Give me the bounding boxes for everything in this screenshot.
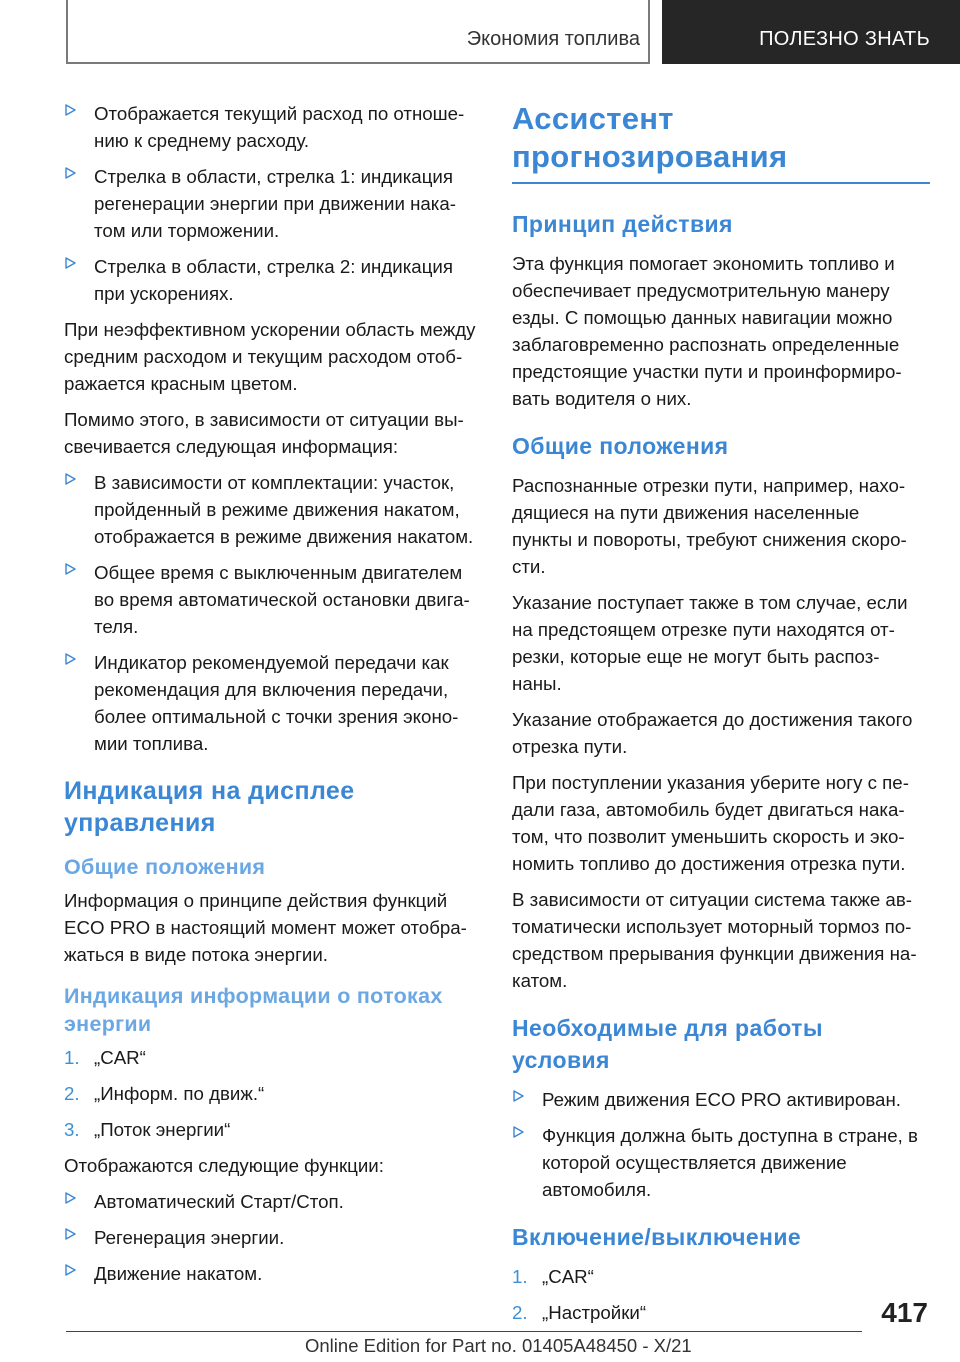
bullet-text: Движение накатом. — [94, 1263, 263, 1284]
bullet-item — [512, 1086, 930, 1113]
footer-edition: Online Edition for Part no. 01405A48450 - X/21 — [305, 1335, 692, 1356]
header-frame-left — [66, 0, 68, 64]
header-section-title: Экономия топлива — [466, 28, 640, 50]
bullet-text: Регенерация энергии. — [94, 1227, 285, 1248]
paragraph-inefficient-acceleration: При неэффективном ускорении область между средним расходом и текущим расходом отоб- ражается красным цветом. — [64, 319, 476, 394]
footer-divider — [66, 1331, 862, 1332]
triangle-bullet-icon — [65, 473, 76, 485]
paragraph-general-2: Указание поступает также в том случае, если на предстоящем отрезке пути находятся от- резки, которые еще не могут быть распоз- наны. — [512, 592, 908, 694]
heading-principle: Принцип действия — [512, 211, 733, 237]
bullet-list-requirements — [512, 1086, 930, 1203]
bullet-item — [64, 100, 484, 154]
right-column — [512, 100, 930, 1335]
triangle-bullet-icon — [65, 104, 76, 116]
step-number: 1. — [512, 1266, 528, 1287]
page-number: 417 — [881, 1297, 928, 1328]
triangle-bullet-icon — [513, 1090, 524, 1102]
triangle-bullet-icon — [65, 1228, 76, 1240]
bullet-text: В зависимости от комплектации: участок, пройденный в режиме движения накатом, отображается в режиме движения накатом. — [94, 472, 474, 547]
paragraph-principle: Эта функция помогает экономить топливо и обеспечивает предусмотрительную манеру езды. С помощью данных навигации можно заблаговременно распознать определенные предстоящие участки пути и проинформиро- вать водителя о них. — [512, 253, 902, 409]
step-number: 3. — [64, 1119, 80, 1140]
bullet-text: Режим движения ECO PRO активирован. — [542, 1089, 901, 1110]
triangle-bullet-icon — [513, 1126, 524, 1138]
numbered-step — [64, 1116, 484, 1143]
step-text: „Информ. по движ.“ — [94, 1083, 265, 1104]
header-frame-bottom — [66, 62, 650, 64]
numbered-step — [512, 1299, 930, 1326]
triangle-bullet-icon — [65, 1192, 76, 1204]
bullet-text: Автоматический Старт/Стоп. — [94, 1191, 344, 1212]
header-frame-divider — [648, 0, 650, 64]
paragraph-general-3: Указание отображается до достижения такого отрезка пути. — [512, 709, 913, 757]
triangle-bullet-icon — [65, 257, 76, 269]
bullet-list-info — [64, 469, 484, 757]
paragraph-general-1: Распознанные отрезки пути, например, нахо- дящиеся на пути движения населенные пункты и повороты, требуют снижения скоро- сти. — [512, 475, 907, 577]
heading-general: Общие положения — [512, 433, 729, 459]
heading-requirements: Необходимые для работы условия — [512, 1015, 823, 1073]
numbered-steps-on-off — [512, 1263, 930, 1326]
bullet-text: Общее время с выключенным двигателем во время автоматической остановки двига- теля. — [94, 562, 470, 637]
left-column — [64, 100, 484, 1296]
numbered-step — [512, 1263, 930, 1290]
step-text: „Настройки“ — [542, 1302, 647, 1323]
heading-on-off: Включение/выключение — [512, 1224, 802, 1250]
paragraph-functions-shown: Отображаются следующие функции: — [64, 1155, 384, 1176]
bullet-text: Стрелка в области, стрелка 1: индикация регенерации энергии при движении нака- том или торможении. — [94, 166, 456, 241]
title-divider — [512, 182, 930, 184]
bullet-text: Функция должна быть доступна в стране, в которой осуществляется движение автомобиля. — [542, 1125, 918, 1200]
heading-control-display: Индикация на дисплее управления — [64, 777, 355, 837]
step-number: 2. — [64, 1083, 80, 1104]
subheading-energy-flow: Индикация информации о потоках энергии — [64, 984, 443, 1036]
bullet-item — [64, 559, 484, 640]
triangle-bullet-icon — [65, 167, 76, 179]
bullet-list-top — [64, 100, 484, 307]
paragraph-general-5: В зависимости от ситуации система также ав- томатически использует моторный тормоз по- средством прерывания функции движения на- катом. — [512, 889, 917, 991]
bullet-item — [64, 163, 484, 244]
page-title: Ассистент прогнозирования — [512, 101, 788, 174]
header-chapter-tab — [662, 0, 960, 64]
bullet-item — [64, 253, 484, 307]
bullet-text: Стрелка в области, стрелка 2: индикация при ускорениях. — [94, 256, 453, 304]
bullet-item — [64, 1224, 484, 1251]
step-text: „CAR“ — [94, 1047, 146, 1068]
header-chapter-label: ПОЛЕЗНО ЗНАТЬ — [759, 28, 930, 50]
bullet-text: Отображается текущий расход по отноше- нию к среднему расходу. — [94, 103, 465, 151]
numbered-step — [64, 1080, 484, 1107]
step-text: „Поток энергии“ — [94, 1119, 231, 1140]
step-number: 1. — [64, 1047, 80, 1068]
bullet-list-functions — [64, 1188, 484, 1287]
paragraph-general-4: При поступлении указания уберите ногу с пе- дали газа, автомобиль будет двигаться нака- том, что позволит уменьшить скорость и эко- номить топливо до достижения отрезка пути. — [512, 772, 909, 874]
numbered-step — [64, 1044, 484, 1071]
bullet-item — [512, 1122, 930, 1203]
triangle-bullet-icon — [65, 1264, 76, 1276]
bullet-text: Индикатор рекомендуемой передачи как рекомендация для включения передачи, более оптимальной с точки зрения эконо- мии топлива. — [94, 652, 459, 754]
bullet-item — [64, 469, 484, 550]
triangle-bullet-icon — [65, 653, 76, 665]
subheading-general: Общие положения — [64, 855, 266, 879]
paragraph-additional-info: Помимо этого, в зависимости от ситуации вы- свечивается следующая информация: — [64, 409, 464, 457]
bullet-item — [64, 649, 484, 757]
step-text: „CAR“ — [542, 1266, 594, 1287]
bullet-item — [64, 1188, 484, 1215]
bullet-item — [64, 1260, 484, 1287]
numbered-steps-energy-flow — [64, 1044, 484, 1143]
paragraph-eco-pro-info: Информация о принципе действия функций ECO PRO в настоящий момент может отобра- жаться в виде потока энергии. — [64, 890, 467, 965]
triangle-bullet-icon — [65, 563, 76, 575]
step-number: 2. — [512, 1302, 528, 1323]
